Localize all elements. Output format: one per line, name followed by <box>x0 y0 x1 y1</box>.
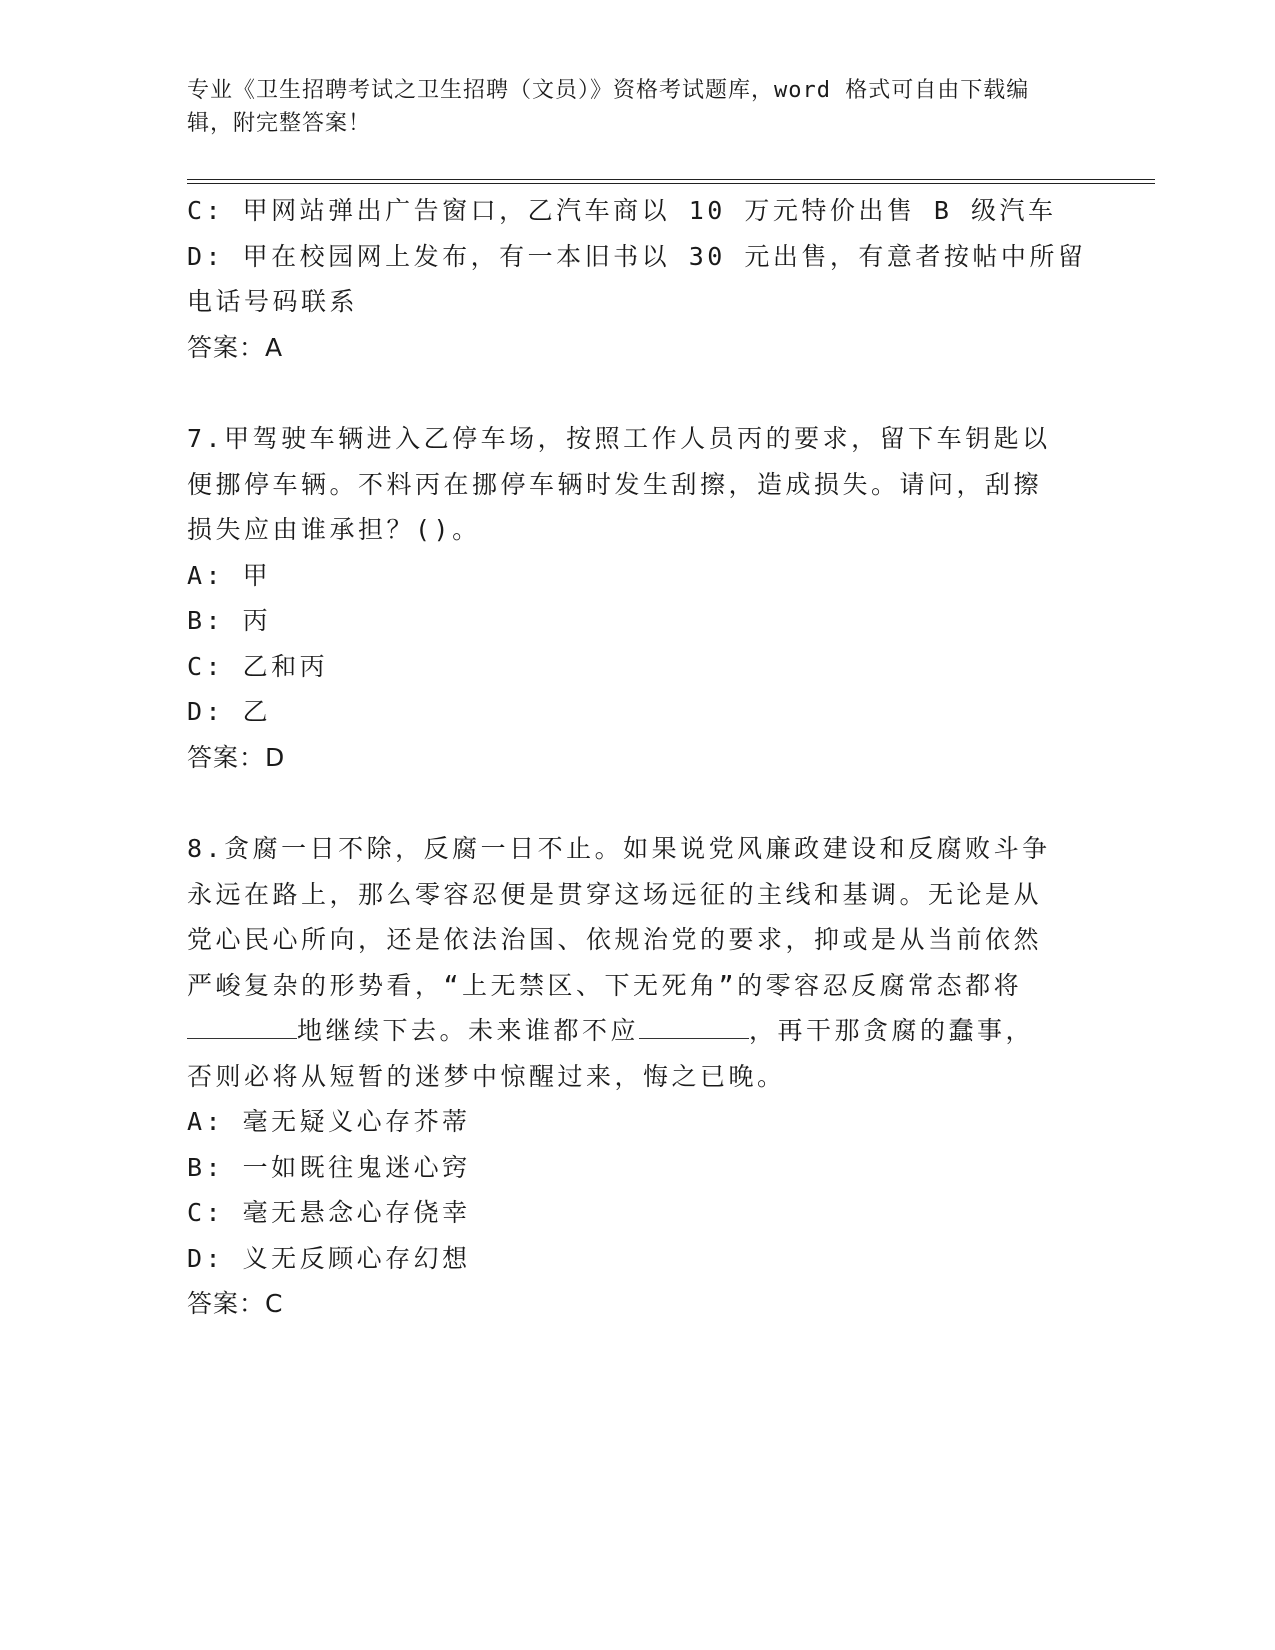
fill-blank <box>639 1014 749 1039</box>
answer: 答案：A <box>187 332 284 362</box>
question-8 <box>187 826 1067 1327</box>
option-text: 毫无疑义心存芥蒂 <box>242 1107 471 1136</box>
option-text: 丙 <box>242 606 272 635</box>
option-label: C: <box>187 196 225 225</box>
fill-blank <box>187 1014 297 1039</box>
option-d <box>187 1236 1067 1282</box>
option-text: 乙和丙 <box>242 651 329 681</box>
option-label: C: <box>187 1198 225 1227</box>
question-stem-line: 8.贪腐一日不除，反腐一日不止。如果说党风廉政建设和反腐败斗争 <box>187 834 1051 863</box>
option-d <box>187 689 1067 735</box>
option-text: 乙 <box>242 697 272 726</box>
option-a <box>187 1099 1067 1145</box>
question-stem-line: 便挪停车辆。不料丙在挪停车辆时发生刮擦，造成损失。请问，刮擦 <box>187 469 1043 499</box>
option-label: C: <box>187 651 225 681</box>
answer: 答案：C <box>187 1289 284 1318</box>
previous-question <box>187 188 1087 370</box>
option-c <box>187 1190 1067 1236</box>
option-label: A: <box>187 1107 225 1136</box>
question-stem-line: 否则必将从短暂的迷梦中惊醒过来，悔之已晚。 <box>187 1061 786 1091</box>
option-text: 义无反顾心存幻想 <box>242 1243 471 1273</box>
option-text: 甲网站弹出广告窗口，乙汽车商以 10 万元特价出售 B 级汽车 <box>242 196 1057 225</box>
question-stem-line: 严峻复杂的形势看，“上无禁区、下无死角”的零容忍反腐常态都将 <box>187 970 1023 1000</box>
option-label: A: <box>187 560 225 590</box>
option-label: D: <box>187 697 225 726</box>
option-b <box>187 1145 1067 1191</box>
spacer <box>187 370 1067 416</box>
question-7 <box>187 416 1067 780</box>
option-b <box>187 598 1067 644</box>
stem-text: 地继续下去。未来谁都不应 <box>297 1016 640 1045</box>
option-text: 甲在校园网上发布，有一本旧书以 30 元出售，有意者按帖中所留 <box>242 241 1087 271</box>
option-label: B: <box>187 606 225 635</box>
stem-text: ，再干那贪腐的蠢事， <box>749 1016 1035 1045</box>
answer: 答案：D <box>187 742 286 772</box>
option-d <box>187 234 1087 280</box>
question-stem-line: 永远在路上，那么零容忍便是贯穿这场远征的主线和基调。无论是从 <box>187 879 1043 909</box>
question-stem-line: 7.甲驾驶车辆进入乙停车场，按照工作人员丙的要求，留下车钥匙以 <box>187 424 1051 453</box>
option-text: 毫无悬念心存侥幸 <box>242 1198 471 1227</box>
question-stem-line: 党心民心所向，还是依法治国、依规治党的要求，抑或是从当前依然 <box>187 925 1043 954</box>
spacer <box>187 780 1067 826</box>
option-text: 一如既往鬼迷心窍 <box>242 1152 471 1182</box>
header-divider-top <box>187 179 1155 180</box>
option-a <box>187 553 1067 599</box>
option-text: 甲 <box>242 560 272 590</box>
option-label: B: <box>187 1152 225 1182</box>
header-divider-bottom <box>187 183 1155 184</box>
option-label: D: <box>187 1243 225 1273</box>
question-stem-line: 损失应由谁承担？()。 <box>187 515 481 544</box>
header-text: 专业《卫生招聘考试之卫生招聘（文员）》资格考试题库，word 格式可自由下载编辑，附完整答案！ <box>187 78 1030 136</box>
option-c <box>187 188 1067 234</box>
question-stem-blank-line <box>187 1008 1067 1054</box>
document-body <box>187 188 1087 1327</box>
document-header <box>187 74 1067 140</box>
option-label: D: <box>187 241 225 271</box>
option-c <box>187 644 1067 690</box>
option-text: 电话号码联系 <box>187 287 359 316</box>
option-d-continuation <box>187 279 1067 325</box>
